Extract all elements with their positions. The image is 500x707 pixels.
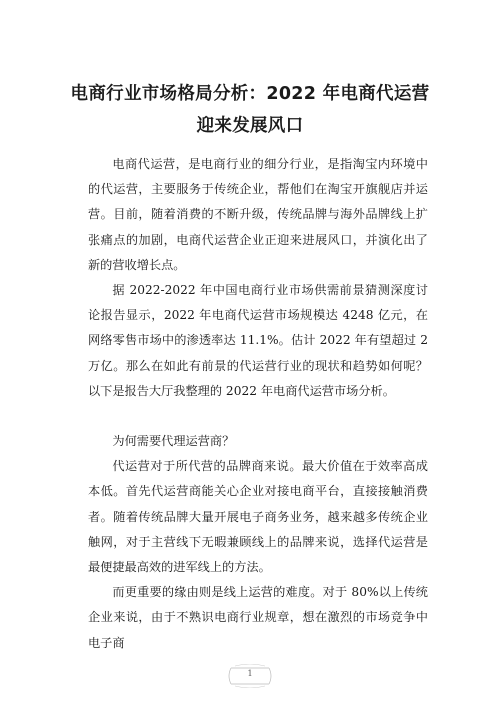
document-body [88,152,428,656]
paragraph-market-size: 据 2022-2022 年中国电商行业市场供需前景猜测深度讨论报告显示，2022 年电商代运营市场规模达 4248 亿元，在网络零售市场中的渗透率达 11.1%。估计 2022 年有望超过 2 万亿。那么在如此有前景的代运营行业的现状和趋势如何呢？以下是报告大厅我整理的 2022 年电商代运营市场分析。 [88,283,428,398]
page-number: 1 [247,669,253,678]
paragraph-intro: 电商代运营，是电商行业的细分行业，是指淘宝内环境中的代运营，主要服务于传统企业，帮他们在淘宝开旗舰店并运营。目前，随着消费的不断升级，传统品牌与海外品牌线上扩张痛点的加剧，电商代运营企业正迎来进展风口，并演化出了新的营收增长点。 [88,157,428,272]
paragraph-value: 代运营对于所代营的品牌商来说。最大价值在于效率高成本低。首先代运营商能关心企业对接电商平台，直接接触消费者。随着传统品牌大量开展电子商务业务，越来越多传统企业触网，对于主营线下无暇兼顾线上的品牌来说，选择代运营是最便捷最高效的进军线上的方法。 [88,459,428,575]
paragraph-reason: 而更重要的缘由则是线上运营的难度。对于 80%以上传统企业来说，由于不熟识电商行业规章，想在激烈的市场竞争中电子商 [88,585,428,650]
page-footer [225,664,275,688]
section-question: 为何需要代理运营商？ [112,434,235,449]
page-title: 电商行业市场格局分析：2022 年电商代运营迎来发展风口 [70,84,430,136]
